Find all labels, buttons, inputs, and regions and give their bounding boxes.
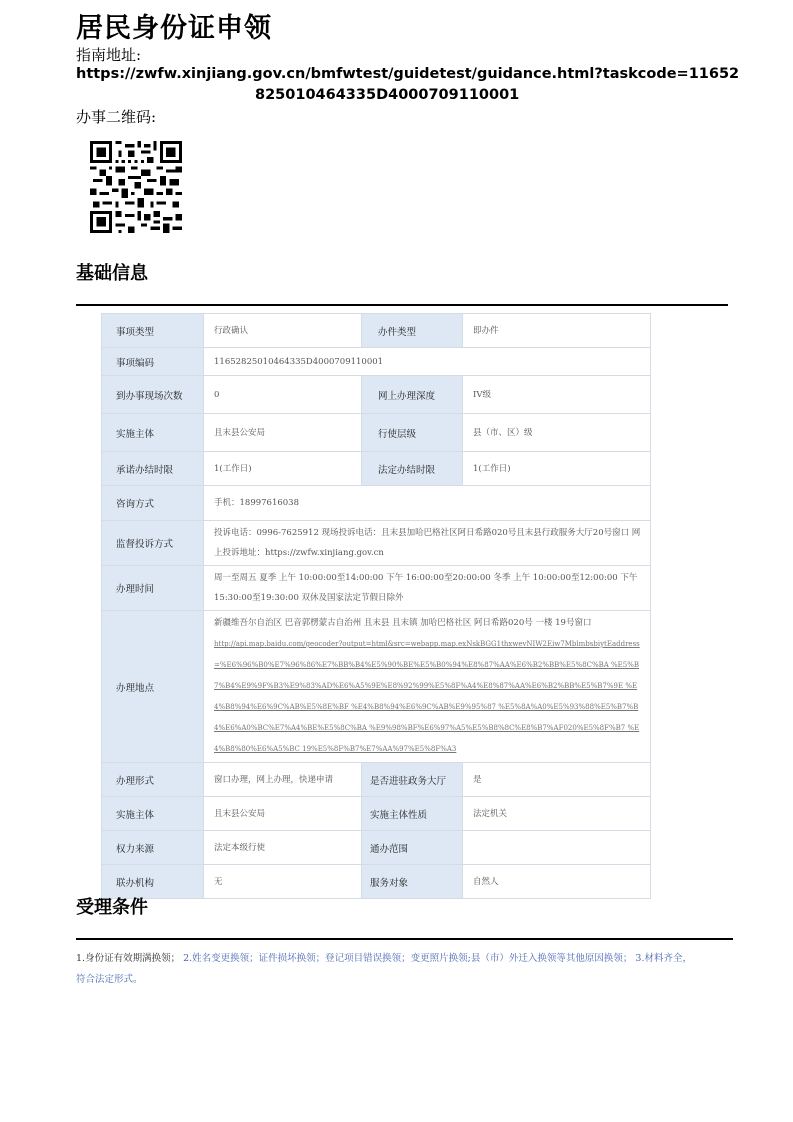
nature-key: 实施主体性质 [362, 797, 463, 831]
visits-key: 到办事现场次数 [102, 376, 204, 414]
target-value: 自然人 [463, 865, 651, 899]
hours-key: 办理时间 [102, 566, 204, 611]
table-row [102, 611, 651, 763]
table-row [102, 414, 651, 452]
condition-item: 1.身份证有效期满换领； [76, 953, 181, 964]
handle-type-value: 即办件 [463, 314, 651, 348]
hours-value: 周一至周五 夏季 上午 10:00:00至14:00:00 下午 16:00:00至20:00:00 冬季 上午 10:00:00至12:00:00 下午 15:30:00至19:30:00 双休及国家法定节假日除外 [204, 566, 651, 611]
item-type-value: 行政确认 [204, 314, 362, 348]
level-value: 县（市、区）级 [463, 414, 651, 452]
online-depth-value: IV级 [463, 376, 651, 414]
item-code-key: 事项编码 [102, 348, 204, 376]
target-key: 服务对象 [362, 865, 463, 899]
place-key: 办理地点 [102, 611, 204, 763]
table-row [102, 521, 651, 566]
section-conditions: 受理条件 [76, 897, 148, 918]
form-key: 办理形式 [102, 763, 204, 797]
subject2-key: 实施主体 [102, 797, 204, 831]
table-row [102, 376, 651, 414]
legal-time-value: 1(工作日) [463, 452, 651, 486]
subject2-value: 且末县公安局 [204, 797, 362, 831]
entered-value: 是 [463, 763, 651, 797]
handle-type-key: 办件类型 [362, 314, 463, 348]
joint-key: 联办机构 [102, 865, 204, 899]
divider [76, 938, 733, 940]
basic-info-table [101, 313, 651, 899]
subject-value: 且末县公安局 [204, 414, 362, 452]
consult-value: 手机：18997616038 [204, 486, 651, 521]
power-value: 法定本级行使 [204, 831, 362, 865]
visits-value: 0 [204, 376, 362, 414]
guide-url-line1[interactable]: https://zwfw.xinjiang.gov.cn/bmfwtest/guidetest/guidance.html?taskcode=11652 [76, 66, 740, 82]
legal-time-key: 法定办结时限 [362, 452, 463, 486]
item-type-key: 事项类型 [102, 314, 204, 348]
online-depth-key: 网上办理深度 [362, 376, 463, 414]
promise-time-key: 承诺办结时限 [102, 452, 204, 486]
subject-key: 实施主体 [102, 414, 204, 452]
guide-label: 指南地址: [76, 46, 142, 64]
table-row [102, 348, 651, 376]
section-basic-info: 基础信息 [76, 263, 148, 284]
place-value: 新疆维吾尔自治区 巴音郭楞蒙古自治州 且末县 且末镇 加哈巴格社区 阿日希路020号 一楼 19号窗口 [214, 618, 592, 628]
nature-value: 法定机关 [463, 797, 651, 831]
guide-url-line2[interactable]: 825010464335D4000709110001 [255, 87, 520, 103]
range-value [463, 831, 651, 865]
place-cell [204, 611, 651, 763]
conditions-text [76, 948, 696, 990]
condition-item: 3.材料齐全，符合法定形式。 [76, 953, 692, 985]
table-row [102, 763, 651, 797]
entered-key: 是否进驻政务大厅 [362, 763, 463, 797]
level-key: 行使层级 [362, 414, 463, 452]
qr-label: 办事二维码: [76, 108, 157, 126]
page-title: 居民身份证申领 [76, 13, 272, 44]
complaint-key: 监督投诉方式 [102, 521, 204, 566]
form-value: 窗口办理，网上办理，快递申请 [204, 763, 362, 797]
divider [76, 304, 728, 306]
table-row [102, 831, 651, 865]
table-row [102, 797, 651, 831]
promise-time-value: 1(工作日) [204, 452, 362, 486]
power-key: 权力来源 [102, 831, 204, 865]
complaint-value: 投诉电话：0996-7625912 现场投诉电话：且末县加哈巴格社区阿日希路020号且末县行政服务大厅20号窗口 网上投诉地址：https://zwfw.xinjiang.gov.cn [204, 521, 651, 566]
table-row [102, 314, 651, 348]
table-row [102, 452, 651, 486]
consult-key: 咨询方式 [102, 486, 204, 521]
table-row [102, 566, 651, 611]
item-code-value: 11652825010464335D4000709110001 [204, 348, 651, 376]
map-link[interactable]: http://api.map.baidu.com/geocoder?output=html&src=webapp.map.exNskBGG1thxwevNIW2Eiw7MblmbsbiytEaddress=%E6%96%B0%E7%96%86%E7%BB%B4%E5%90%BE%E5%B0%94%E8%87%AA%E6%B2%BB%E5%8C%BA %E5%B7%B4%E9%9F%B3%E9%83%AD%E6%A5%9E%E8%92%99%E5%8F%A4%E8%87%AA%E6%B2%BB%E5%B7%9E %E4%B8%94%E6%9C%AB%E5%8E%BF %E4%B8%94%E6%9C%AB%E9%95%87 %E5%8A%A0%E5%93%88%E5%B7%B4%E6%A0%BC%E7%A4%BE%E5%8C%BA %E9%98%BF%E6%97%A5%E5%B8%8C%E8%B7%AF020%E5%8F%B7 %E4%B8%80%E6%A5%BC 19%E5%8F%B7%E7%AA%97%E5%8F%A3 [214, 640, 640, 753]
range-key: 通办范围 [362, 831, 463, 865]
table-row [102, 865, 651, 899]
qr-code-icon [90, 141, 182, 233]
table-row [102, 486, 651, 521]
joint-value: 无 [204, 865, 362, 899]
condition-item: 2.姓名变更换领；证件损坏换领；登记项目错误换领；变更照片换领;县（市）外迁入换领等其他原因换领； [183, 953, 633, 964]
